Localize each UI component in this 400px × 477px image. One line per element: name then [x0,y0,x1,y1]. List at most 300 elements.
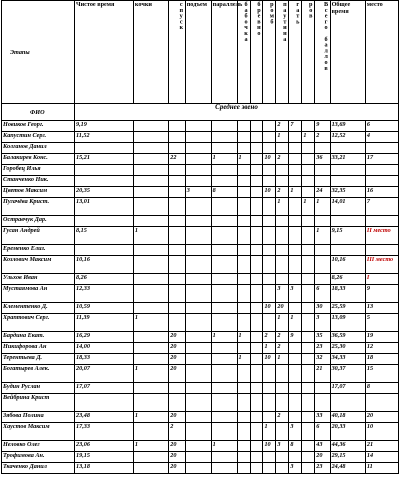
score-cell [302,394,315,412]
score-cell [276,245,289,256]
score-cell [133,423,168,441]
score-cell: 19,15 [75,452,134,463]
score-cell [169,121,185,132]
score-cell [211,354,237,365]
score-cell: 1 [302,132,315,143]
score-cell [133,165,168,176]
score-cell [133,143,168,154]
score-cell [289,383,302,394]
score-cell [302,285,315,303]
score-cell: 25,30 [330,343,365,354]
table-row [2,227,399,245]
score-cell [276,216,289,227]
score-cell: 2 [263,332,276,343]
score-cell: 7 [289,121,302,132]
score-cell: 8 [211,187,237,198]
place-cell: 6 [365,121,398,132]
score-cell [315,383,330,394]
score-cell [302,365,315,383]
score-cell: 20 [169,354,185,365]
fio-header: ФИО [2,104,75,121]
score-cell [276,176,289,187]
section-row [2,104,399,121]
score-cell [289,216,302,227]
score-cell [276,256,289,274]
column-header: гать [289,1,302,104]
score-cell [185,227,211,245]
score-cell: 33 [315,412,330,423]
score-cell [250,285,263,303]
score-cell: 29,15 [330,452,365,463]
column-header: Всего баллов [315,1,330,104]
column-header: подъем [185,1,211,104]
score-cell [263,227,276,245]
score-cell [237,227,250,245]
score-cell [250,441,263,452]
score-cell [302,412,315,423]
score-cell [263,383,276,394]
place-cell: 13 [365,303,398,314]
participant-name: Цветов Максим [2,187,75,198]
score-cell [133,154,168,165]
score-cell: 8,15 [75,227,134,245]
score-cell [302,154,315,165]
score-cell [211,343,237,354]
column-header: ромб [263,1,276,104]
score-cell: 2 [276,187,289,198]
participant-name: Станченко Ник. [2,176,75,187]
score-cell [211,274,237,285]
score-cell [237,383,250,394]
score-cell [276,274,289,285]
score-cell: 20 [315,452,330,463]
score-cell: 1 [237,154,250,165]
score-cell: 25,59 [330,303,365,314]
score-cell: 43 [315,441,330,452]
table-row [2,303,399,314]
score-cell [263,412,276,423]
score-cell [250,154,263,165]
score-cell [302,463,315,474]
score-cell [263,143,276,154]
score-cell [185,121,211,132]
score-cell [169,256,185,274]
participant-name: Балакирев Конс. [2,154,75,165]
score-cell [237,285,250,303]
score-cell [315,245,330,256]
score-cell: 16,29 [75,332,134,343]
score-cell [330,216,365,227]
participant-name: Будин Руслан [2,383,75,394]
score-cell: 20 [169,365,185,383]
score-cell [302,187,315,198]
score-cell [133,216,168,227]
table-row [2,187,399,198]
score-cell [276,227,289,245]
score-cell [263,452,276,463]
score-cell: 13,09 [330,314,365,332]
score-cell [211,245,237,256]
score-cell: 2 [276,121,289,132]
score-cell: 11,52 [75,132,134,143]
score-cell: 3 [276,285,289,303]
score-cell [302,227,315,245]
score-cell [315,143,330,154]
score-cell: 17,07 [330,383,365,394]
score-cell [250,132,263,143]
score-cell [211,176,237,187]
table-row [2,274,399,285]
table-row [2,216,399,227]
score-cell: 32 [315,354,330,365]
score-cell: 1 [133,441,168,452]
score-cell [211,452,237,463]
score-cell [276,165,289,176]
score-cell: 20 [169,452,185,463]
score-cell [302,165,315,176]
column-header: паутина [276,1,289,104]
score-cell [289,343,302,354]
score-cell: 32,35 [330,187,365,198]
score-cell [169,394,185,412]
score-cell [263,216,276,227]
score-cell [185,314,211,332]
score-cell [211,256,237,274]
participant-name: Храптович Серг. [2,314,75,332]
score-cell [75,143,134,154]
score-cell: 1 [263,343,276,354]
score-cell: 10 [263,303,276,314]
score-cell [185,198,211,216]
score-cell [133,332,168,343]
score-cell [237,463,250,474]
score-cell [75,176,134,187]
participant-name: Вейбрина Крист [2,394,75,412]
participant-name: Клементенко Д. [2,303,75,314]
score-cell [289,245,302,256]
score-cell [276,365,289,383]
score-cell [289,256,302,274]
score-cell [289,303,302,314]
score-cell [330,165,365,176]
score-cell: 20,33 [330,423,365,441]
score-cell: 18,33 [330,285,365,303]
participant-name: Новиков Георг. [2,121,75,132]
score-cell [250,383,263,394]
score-cell [185,441,211,452]
score-cell [237,256,250,274]
score-cell [263,274,276,285]
table-row [2,154,399,165]
place-cell: 17 [365,154,398,165]
score-cell [169,285,185,303]
score-cell: 3 [315,314,330,332]
score-cell [250,165,263,176]
participant-name: Хаустов Максим [2,423,75,441]
score-cell: 30,37 [330,365,365,383]
score-cell: 14,01 [330,198,365,216]
score-cell [302,423,315,441]
score-cell [185,412,211,423]
score-cell [237,132,250,143]
score-cell [289,394,302,412]
table-row [2,332,399,343]
place-cell: I [365,274,398,285]
score-cell [302,354,315,365]
place-cell: III место [365,256,398,274]
table-row [2,452,399,463]
score-cell: 20 [169,332,185,343]
score-cell [237,198,250,216]
score-cell: 3 [276,441,289,452]
score-cell [289,154,302,165]
score-cell [263,176,276,187]
score-cell: 21 [315,365,330,383]
score-cell: 22 [169,154,185,165]
section-title: Среднее звено [75,104,399,121]
score-cell [250,198,263,216]
score-cell: 1 [276,314,289,332]
score-cell [250,412,263,423]
score-cell [263,314,276,332]
score-cell: 8,26 [330,274,365,285]
score-cell: 10,59 [75,303,134,314]
column-header: Чистое время [75,1,134,104]
score-cell [185,383,211,394]
score-cell [185,285,211,303]
score-cell [133,198,168,216]
score-cell [330,245,365,256]
score-cell [169,132,185,143]
score-cell [169,216,185,227]
score-cell: 8,26 [75,274,134,285]
score-cell [237,216,250,227]
score-cell: 1 [276,132,289,143]
score-cell: 12,52 [330,132,365,143]
score-cell [211,216,237,227]
score-cell: 2 [276,154,289,165]
score-cell [237,452,250,463]
score-cell: 1 [211,441,237,452]
participant-name: Пугачёва Крист. [2,198,75,216]
score-cell: 1 [289,187,302,198]
score-cell: 17,33 [75,423,134,441]
score-cell [237,303,250,314]
score-cell [302,343,315,354]
score-cell: 23 [315,463,330,474]
score-cell: 13,01 [75,198,134,216]
score-cell [263,285,276,303]
score-cell: 40,18 [330,412,365,423]
participant-name: Козлович Максим [2,256,75,274]
place-cell: II место [365,227,398,245]
score-cell: 10 [263,154,276,165]
table-row [2,441,399,452]
score-cell: 1 [276,354,289,365]
score-cell [211,412,237,423]
table-row [2,394,399,412]
place-cell: 14 [365,452,398,463]
participant-name: Бардина Екат. [2,332,75,343]
score-cell: 24 [315,187,330,198]
participant-name: Колганов Данил [2,143,75,154]
participant-name: Горобец Илья [2,165,75,176]
score-cell [289,132,302,143]
score-cell: 20 [169,343,185,354]
score-cell [250,143,263,154]
score-cell [211,121,237,132]
place-cell: 10 [365,423,398,441]
score-cell [237,187,250,198]
score-cell [250,463,263,474]
table-row [2,143,399,154]
score-cell: 1 [315,198,330,216]
score-cell: 1 [302,198,315,216]
column-header: кочки [133,1,168,104]
score-cell: 1 [133,412,168,423]
table-row [2,198,399,216]
score-cell [133,256,168,274]
score-cell: 13,18 [75,463,134,474]
score-cell [289,227,302,245]
score-cell [75,245,134,256]
score-cell: 2 [276,343,289,354]
column-header: бревно [250,1,263,104]
place-cell: 8 [365,383,398,394]
table-row [2,463,399,474]
score-cell [289,354,302,365]
score-cell: 10 [263,441,276,452]
score-cell [169,314,185,332]
participant-name: Ткаченко Данил [2,463,75,474]
table-row [2,132,399,143]
participant-name: Ульхов Иван [2,274,75,285]
place-cell: 18 [365,354,398,365]
score-cell [185,452,211,463]
place-cell: 5 [365,314,398,332]
score-cell [133,383,168,394]
score-cell [263,198,276,216]
score-cell [263,463,276,474]
participant-name: Остравчук Дар. [2,216,75,227]
score-cell [133,303,168,314]
score-cell: 10,16 [75,256,134,274]
table-row [2,365,399,383]
score-cell [75,394,134,412]
score-cell [263,165,276,176]
score-cell [169,227,185,245]
score-cell: 1 [237,354,250,365]
score-cell [302,383,315,394]
score-cell [185,165,211,176]
score-cell [211,394,237,412]
place-cell [365,143,398,154]
table-row [2,176,399,187]
score-cell [133,176,168,187]
table-row [2,354,399,365]
score-cell [289,176,302,187]
score-cell [237,165,250,176]
header-row [2,1,399,104]
score-cell [302,441,315,452]
score-cell: 20 [169,463,185,474]
score-cell: 17,07 [75,383,134,394]
score-cell: 1 [289,314,302,332]
score-cell [133,452,168,463]
place-cell: 15 [365,365,398,383]
score-cell [315,274,330,285]
score-cell: 30 [315,303,330,314]
score-cell: 44,36 [330,441,365,452]
score-cell: 33,21 [330,154,365,165]
score-cell [250,256,263,274]
column-header: ров [302,1,315,104]
participant-name: Неловко Олег [2,441,75,452]
score-cell [276,452,289,463]
score-cell [169,303,185,314]
score-cell [302,121,315,132]
column-header: спуск [169,1,185,104]
table-body [2,121,399,474]
score-cell [289,412,302,423]
score-cell [133,343,168,354]
score-cell: 18,33 [75,354,134,365]
score-cell [185,274,211,285]
score-cell [289,274,302,285]
participant-name: Богатырев Алек. [2,365,75,383]
table-row [2,245,399,256]
score-cell: 3 [289,285,302,303]
score-cell [276,143,289,154]
score-cell [185,365,211,383]
score-cell [263,365,276,383]
table-row [2,165,399,176]
score-cell: 12,33 [75,285,134,303]
score-cell [250,303,263,314]
score-cell [250,274,263,285]
score-cell: 6 [315,423,330,441]
score-cell: 23,06 [75,441,134,452]
score-cell [237,314,250,332]
place-cell: 12 [365,343,398,354]
score-cell [237,423,250,441]
score-cell [250,216,263,227]
score-cell [211,165,237,176]
score-cell: 1 [211,154,237,165]
participant-name: Гусан Андрей [2,227,75,245]
table-row [2,285,399,303]
score-cell [169,165,185,176]
score-cell [133,463,168,474]
score-cell: 1 [133,227,168,245]
score-cell [169,198,185,216]
place-cell: 16 [365,187,398,198]
score-cell [169,143,185,154]
score-cell [185,245,211,256]
score-cell: 1 [237,332,250,343]
score-cell [185,154,211,165]
place-cell: 7 [365,198,398,216]
score-cell: 2 [315,132,330,143]
score-cell [169,274,185,285]
score-cell: 1 [133,314,168,332]
score-cell: 20 [276,303,289,314]
score-cell [315,176,330,187]
score-cell: 9,15 [330,227,365,245]
score-cell: 35 [315,332,330,343]
score-cell [289,165,302,176]
place-cell: 11 [365,463,398,474]
